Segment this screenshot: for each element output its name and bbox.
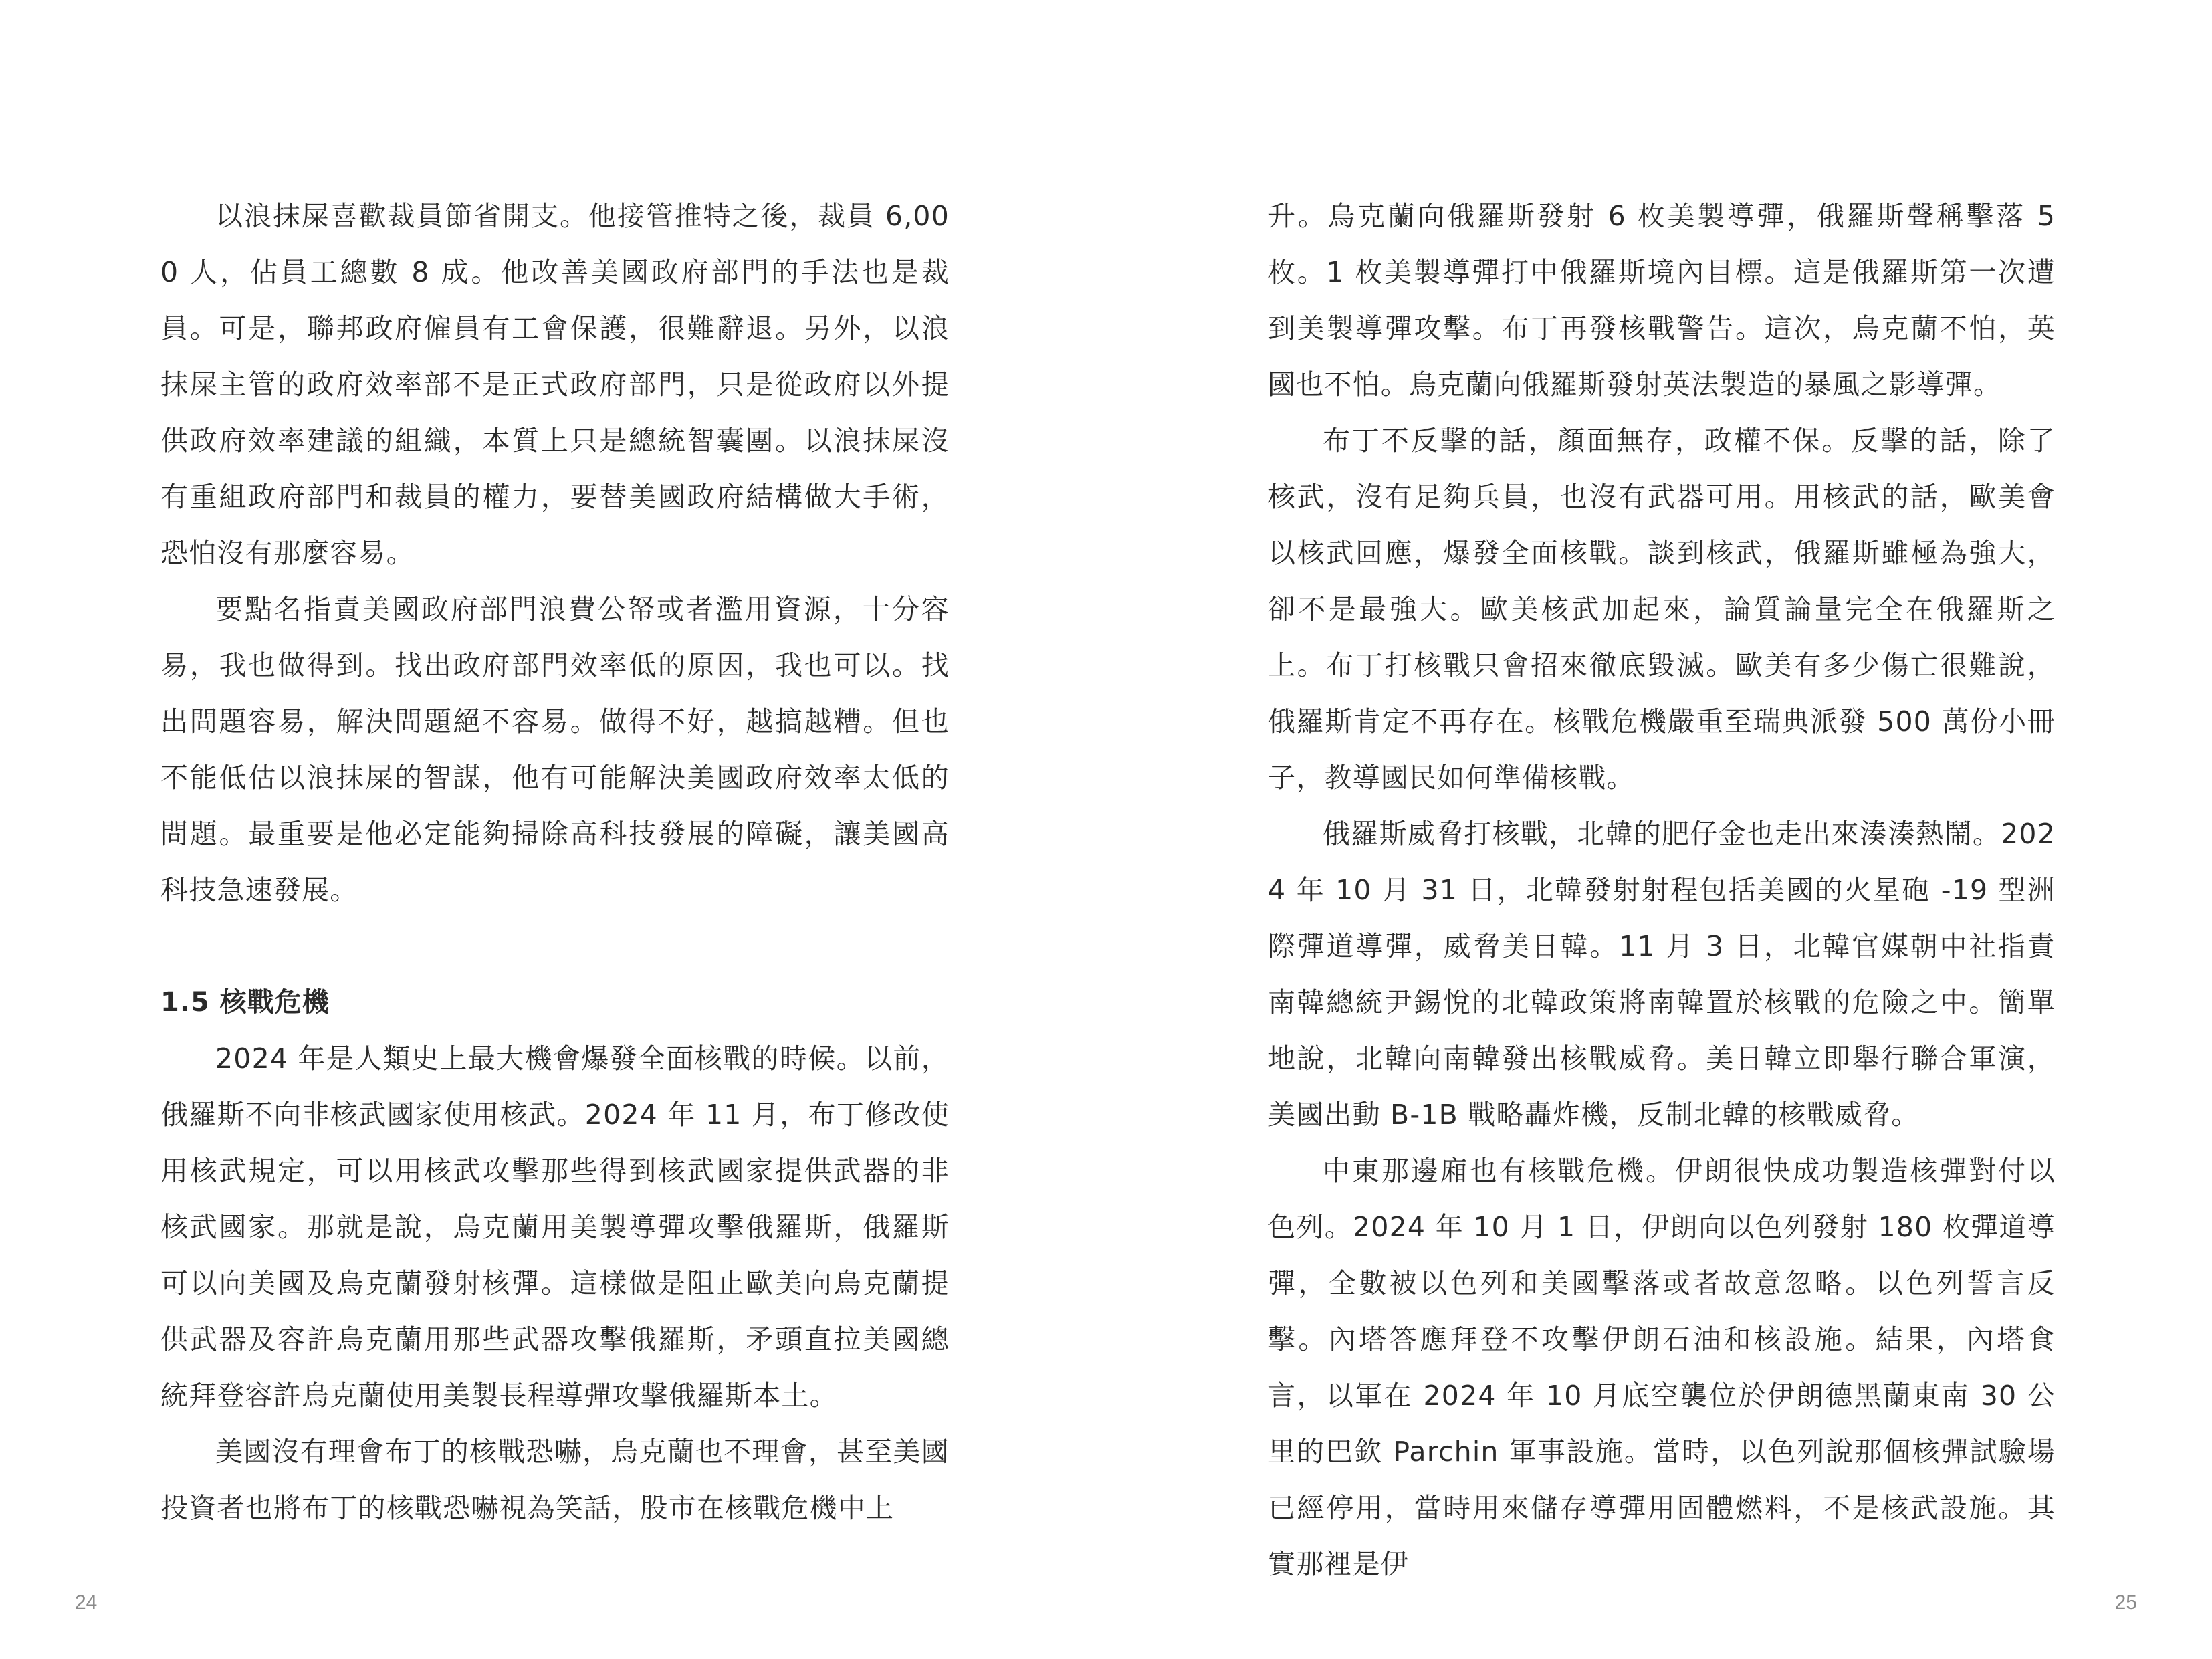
paragraph: 以浪抹屎喜歡裁員節省開支。他接管推特之後，裁員 6,000 人，佔員工總數 8 成。他改善美國政府部門的手法也是裁員。可是，聯邦政府僱員有工會保護，很難辭退。另外，以浪抹屎主管的政府效率部不是正式政府部門，只是從政府以外提供政府效率建議的組織，本質上只是總統智囊團。以浪抹屎沒有重組政府部門和裁員的權力，要替美國政府結構做大手術，恐怕沒有那麼容易。 [160, 200, 950, 569]
paragraph: 美國沒有理會布丁的核戰恐嚇，烏克蘭也不理會，甚至美國投資者也將布丁的核戰恐嚇視為笑話，股市在核戰危機中上 [160, 1436, 950, 1524]
paragraph: 布丁不反擊的話，顏面無存，政權不保。反擊的話，除了核武，沒有足夠兵員，也沒有武器可用。用核武的話，歐美會以核武回應，爆發全面核戰。談到核武，俄羅斯雖極為強大，卻不是最強大。歐美核武加起來，論質論量完全在俄羅斯之上。布丁打核戰只會招來徹底毀滅。歐美有多少傷亡很難說，俄羅斯肯定不再存在。核戰危機嚴重至瑞典派發 500 萬份小冊子，教導國民如何準備核戰。 [1268, 425, 2056, 794]
paragraph: 中東那邊廂也有核戰危機。伊朗很快成功製造核彈對付以色列。2024 年 10 月 1 日，伊朗向以色列發射 180 枚彈道導彈，全數被以色列和美國擊落或者故意忽略。以色列誓言反擊。內塔答應拜登不攻擊伊朗石油和核設施。結果，內塔食言，以軍在 2024 年 10 月底空襲位於伊朗德黑蘭東南 30 公里的巴欽 Parchin 軍事設施。當時，以色列說那個核彈試驗場已經停用，當時用來儲存導彈用固體燃料，不是核武設施。其實那裡是伊 [1268, 1155, 2056, 1580]
right-page [1106, 0, 2212, 1659]
right-page-body [1268, 188, 2056, 1592]
paragraph: 升。烏克蘭向俄羅斯發射 6 枚美製導彈，俄羅斯聲稱擊落 5 枚。1 枚美製導彈打中俄羅斯境內目標。這是俄羅斯第一次遭到美製導彈攻擊。布丁再發核戰警告。這次，烏克蘭不怕，英國也不怕。烏克蘭向俄羅斯發射英法製造的暴風之影導彈。 [1268, 200, 2056, 401]
paragraph: 2024 年是人類史上最大機會爆發全面核戰的時候。以前，俄羅斯不向非核武國家使用核武。2024 年 11 月，布丁修改使用核武規定，可以用核武攻擊那些得到核武國家提供武器的非核武國家。那就是說，烏克蘭用美製導彈攻擊俄羅斯，俄羅斯可以向美國及烏克蘭發射核彈。這樣做是阻止歐美向烏克蘭提供武器及容許烏克蘭用那些武器攻擊俄羅斯，矛頭直拉美國總統拜登容許烏克蘭使用美製長程導彈攻擊俄羅斯本土。 [160, 1042, 950, 1412]
paragraph: 俄羅斯威脅打核戰，北韓的肥仔金也走出來湊湊熱鬧。2024 年 10 月 31 日，北韓發射射程包括美國的火星砲 -19 型洲際彈道導彈，威脅美日韓。11 月 3 日，北韓官媒朝中社指責南韓總統尹錫悅的北韓政策將南韓置於核戰的危險之中。簡單地說，北韓向南韓發出核戰威脅。美日韓立即舉行聯合軍演，美國出動 B-1B 戰略轟炸機，反制北韓的核戰威脅。 [1268, 818, 2056, 1131]
page-number: 24 [75, 1591, 98, 1614]
page-number: 25 [2114, 1591, 2137, 1614]
left-page-body [160, 188, 950, 1536]
paragraph: 要點名指責美國政府部門浪費公帑或者濫用資源，十分容易，我也做得到。找出政府部門效率低的原因，我也可以。找出問題容易，解決問題絕不容易。做得不好，越搞越糟。但也不能低估以浪抹屎的智謀，他有可能解決美國政府效率太低的問題。最重要是他必定能夠掃除高科技發展的障礙，讓美國高科技急速發展。 [160, 593, 950, 906]
section-heading: 1.5 核戰危機 [160, 987, 330, 1018]
